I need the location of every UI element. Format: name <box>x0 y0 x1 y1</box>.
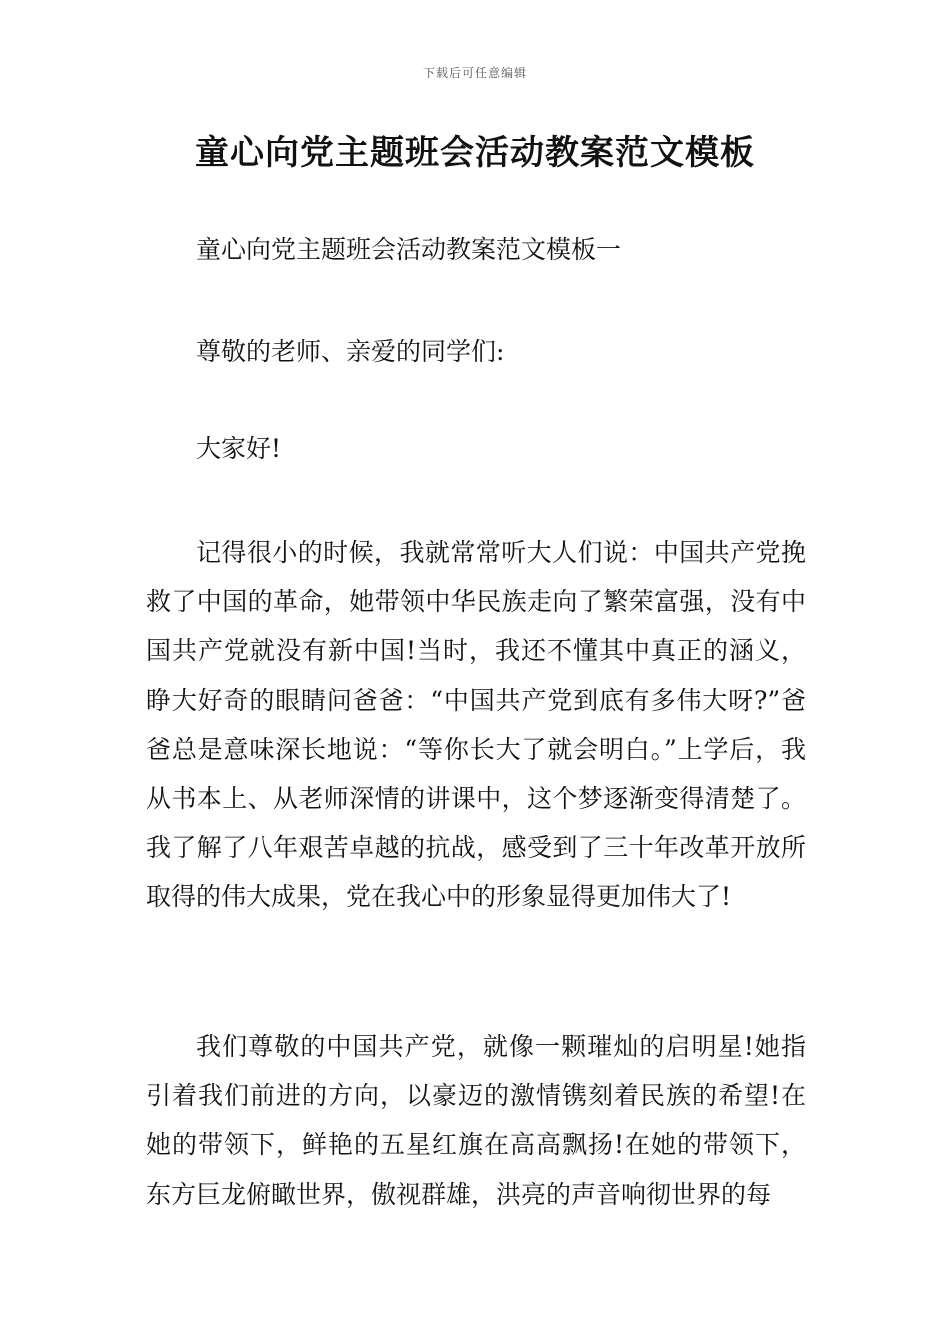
document-title: 童心向党主题班会活动教案范文模板 <box>195 133 755 173</box>
body-paragraph-2: 我们尊敬的中国共产党，就像一颗璀灿的启明星!她指引着我们前进的方向，以豪迈的激情镌刻着民族的希望!在她的带领下，鲜艳的五星红旗在高高飘扬!在她的带领下，东方巨龙俯瞰世界，傲视群雄，洪亮的声音响彻世界的每 <box>146 1032 806 1209</box>
greeting-line: 尊敬的老师、亲爱的同学们: <box>196 337 505 366</box>
hello-line: 大家好! <box>196 434 282 463</box>
header-note: 下载后可任意编辑 <box>422 66 527 80</box>
section-subtitle: 童心向党主题班会活动教案范文模板一 <box>196 235 622 264</box>
body-paragraph-1: 记得很小的时候，我就常常听大人们说：中国共产党挽救了中国的革命，她带领中华民族走向了繁荣富强，没有中国共产党就没有新中国!当时，我还不懂其中真正的涵义，睁大好奇的眼睛问爸爸：“中国共产党到底有多伟大呀?”爸爸总是意味深长地说：“等你长大了就会明白。”上学后，我从书本上、从老师深情的讲课中，这个梦逐渐变得清楚了。我了解了八年艰苦卓越的抗战，感受到了三十年改革开放所取得的伟大成果，党在我心中的形象显得更加伟大了! <box>146 538 806 912</box>
